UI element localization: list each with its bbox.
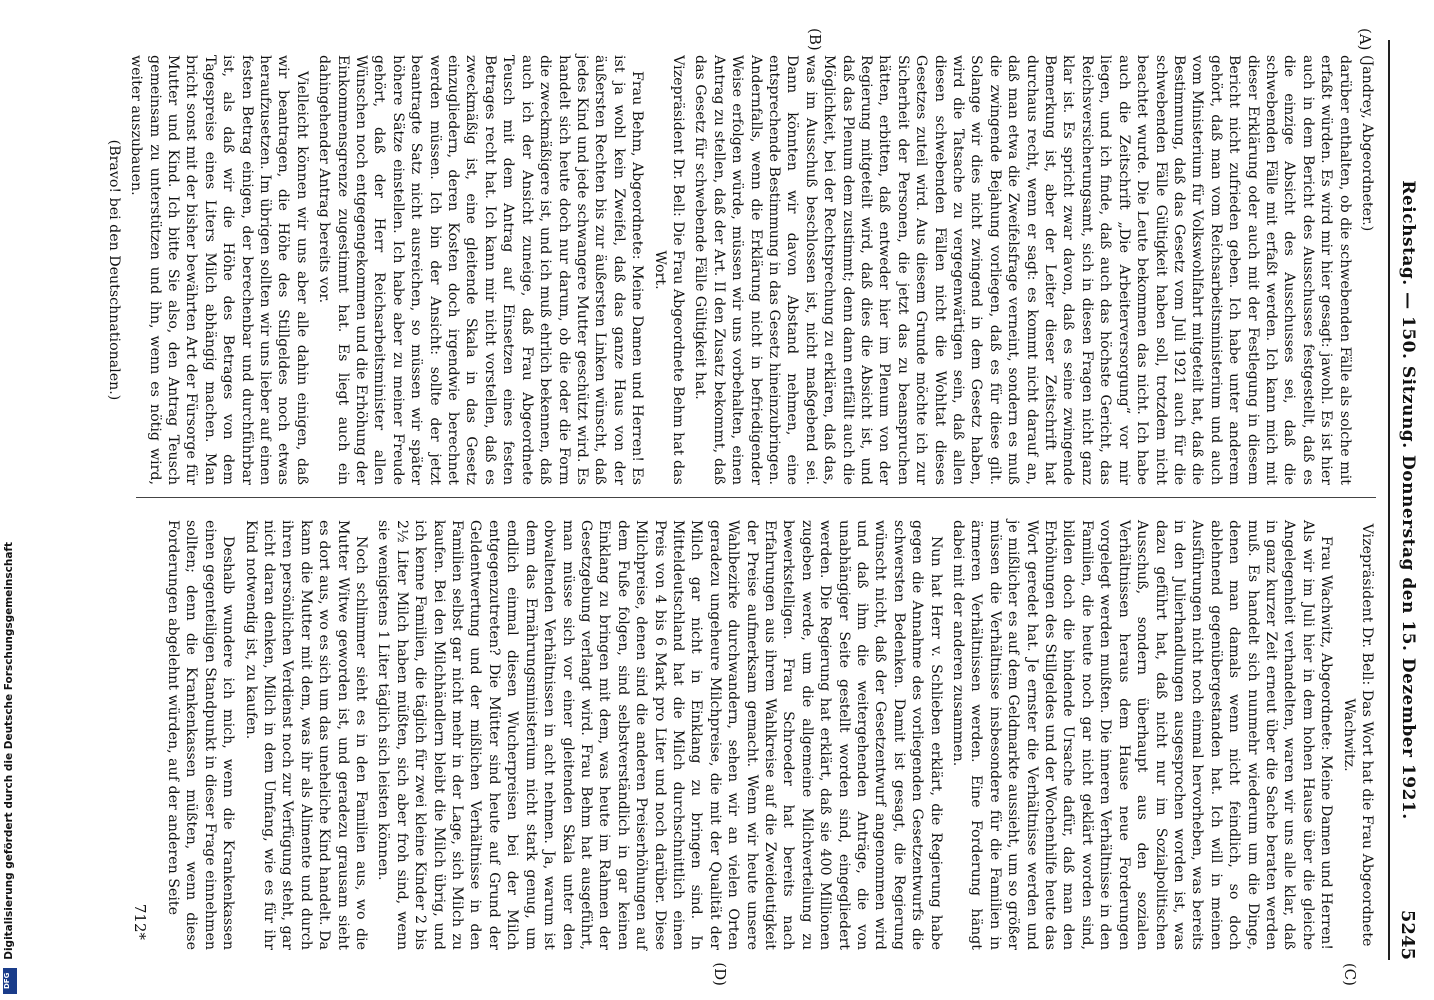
speaker-heading: Vizepräsident Dr. Bell: Die Frau Abgeordnete Behm hat das Wort.	[651, 55, 686, 485]
speaker-heading: Vizepräsident Dr. Bell: Das Wort hat die Frau Abgeordnete Wachwitz.	[1340, 523, 1375, 947]
scanner-strip	[0, 0, 20, 1000]
column-divider	[136, 497, 1376, 498]
header-rule	[1388, 40, 1390, 960]
margin-mark-d: (D)	[711, 962, 729, 986]
margin-mark-a: (A)	[1356, 28, 1374, 51]
interjection: (Bravo! bei den Deutschnationalen.)	[105, 139, 122, 401]
footer-mark: 712*	[131, 903, 149, 940]
paragraph: darüber enthalten, ob die schwebenden Fälle als solche mit erfaßt würden. Es wird mir hier gesagt: jawohl. Es ist hier auch in dem Bericht des Ausschusses festgestellt, daß es die einzige Absicht des Ausschusses sei, daß die schwebenden Fälle mit erfaßt werden. Ich kann mich mit dieser Erklärung oder auch mit der Festlegung in diesem Bericht nicht zufrieden geben. Ich habe unter anderem gehört, daß man vom Reichsarbeitsministerium und auch vom Ministerium für Volkswohlfahrt mitgeteilt hat, daß die Bestimmung, daß das Gesetz vom Juli 1921 auch für die schwebenden Fälle Gültigkeit haben soll, trotzdem nicht beachtet wurde. Die Leute bekommen das nicht. Ich habe auch die Zeitschrift „Die Arbeiterversorgung“ vor mir liegen, und ich finde, daß auch das höchste Gericht, das Reichsversicherungsamt, sich in diesen Fragen nicht ganz klar ist. Es spricht zwar davon, daß es seine zwingende Bemerkung ist, aber der Leiter dieser Zeitschrift hat durchaus recht, wenn er sagt: es kommt nicht darauf an, daß man etwa die Zweifelsfrage verneint, sondern es muß die zwingende Bejahung vorliegen, daß es für diese gilt. Solange wir dies nicht zwingend in dem Gesetz haben, wird die Tatsache zu vergegenwärtigen sein, daß allen diesen schwebenden Fällen nicht die Wohltat dieses Gesetzes zuteil wird. Aus diesem Grunde möchte ich zur Sicherheit der Personen, die jetzt das zu beanspruchen hätten, erbitten, daß entweder hier im Plenum von der Regierung mitgeteilt wird, daß dies die Absicht ist, und daß das Plenum dem zustimmt; denn dann entfällt auch die Möglichkeit, bei der Rechtsprechung zu erklären, daß das, was im Ausschuß beschlossen ist, nicht maßgebend sei. Dann könnten wir davon Abstand nehmen, eine entsprechende Bestimmung in das Gesetz hineinzubringen. Andernfalls, wenn die Erklärung nicht in befriedigender Weise erfolgen würde, müssen wir uns vorbehalten, einen Antrag zu stellen, daß der Art. II den Zusatz bekommt, daß das Gesetz für schwebende Fälle Gültigkeit hat.	[692, 55, 1353, 485]
rotated-document-page	[54, 0, 1434, 1000]
paragraph: Noch schlimmer sieht es in den Familien aus, wo die Mutter Witwe geworden ist, und geradezu grausam sieht es dort aus, wo es sich um das uneheliche Kind handelt. Da kann die Mutter mit dem, was ihr als Alimente und durch ihren persönlichen Verdienst noch zur Verfügung steht, gar nicht daran denken, Milch in dem Umfang, wie es für ihr Kind notwendig ist, zu kaufen.	[242, 520, 370, 950]
right-column	[165, 520, 1376, 950]
dfg-logo: DFG	[3, 968, 17, 994]
left-column	[105, 55, 1376, 485]
paragraph: Nun hat Herr v. Schlieben erklärt, die Regierung habe gegen die Annahme des vorliegenden Gesetzentwurfs die schwersten Bedenken. Damit ist gesagt, die Regierung wünscht nicht, daß der Gesetzentwurf angenommen wird und daß ihm die weitergehenden Anträge, die von unabhängiger Seite gestellt worden sind, eingegliedert werden. Die Regierung hat erklärt, daß sie 400 Millionen zugeben werde, um die allgemeine Milchverteilung zu bewerkstelligen. Frau Schroeder hat bereits nach Erfahrungen aus ihrem Wahlkreise auf die Zweideutigkeit der Preise aufmerksam gemacht. Wenn wir heute unsere Wahlbezirke durchwandern, sehen wir an vielen Orten geradezu ungeheure Milchpreise, die mit der Qualität der Milch gar nicht in Einklang zu bringen sind. In Mitteldeutschland hat die Milch durchschnittlich einen Preis von 4 bis 6 Mark pro Liter und noch darüber. Diese Milchpreise, denen sind die anderen Preiserhöhungen auf dem Fuße folgen, sind selbstverständlich in gar keinen Einklang zu bringen mit dem, was heute im Rahmen der Gesetzgebung verlangt wird. Frau Behm hat ausgeführt, man müsse sich vor einer gleitenden Skala unter den obwaltenden Verhältnissen in acht nehmen. Ja, warum ist denn das Ernährungsministerium nicht stark genug, um endlich einmal diesen Wucherpreisen bei der Milch entgegenzutreten? Die Mütter sind heute auf Grund der Geldentwertung und der mißlichen Verhältnisse in den Familien selbst gar nicht mehr in der Lage, sich Milch zu kaufen. Bei den Milchhändlern bleibt die Milch übrig, und ich kenne Familien, die täglich für zwei kleine Kinder 2 bis 2½ Liter Milch haben müßten, sich aber froh sind, wenn sie wenigstens 1 Liter täglich sich leisten können.	[375, 520, 944, 950]
paragraph: Vielleicht können wir uns aber alle dahin einigen, daß wir beantragen, die Höhe des Stillgeldes noch etwas heraufzusetzen. Im übrigen sollten wir uns lieber auf einen festen Betrag einigen, der berechenbar und durchführbar ist, als daß wir die Höhe des Betrages von dem Tagespreise eines Liters Milch abhängig machen. Man bricht sonst mit der bisher bewährten Art der Fürsorge für Mutter und Kind. Ich bitte Sie also, den Antrag Teusch gemeinsam zu unterstützen und ihn, wenn es nötig wird, weiter auszubauen.	[128, 55, 310, 485]
paragraph: (Jandrey, Abgeordneter.)	[1359, 55, 1375, 232]
page-number: 5245	[1397, 909, 1418, 960]
running-head: Reichstag. — 150. Sitzung. Donnerstag den 15. Dezember 1921.	[1398, 180, 1418, 820]
scanner-credit: Digitalisierung gefördert durch die Deutsche Forschungsgemeinschaft	[3, 542, 15, 960]
paragraph: Frau Wachwitz, Abgeordnete: Meine Damen und Herren! Als wir im Juli hier in dem hohen Hause über die gleiche Angelegenheit verhandelten, waren wir uns alle klar, daß in ganz kurzer Zeit erneut über die Sache beraten werden muß. Es handelt sich nunmehr wiederum um die Dinge, denen man damals wenn nicht feindlich, so doch ablehnend gegenübergestanden hat. Ich will in meinen Ausführungen nicht noch einmal hervorheben, was bereits in den Julierhandlungen ausgesprochen worden ist, was dazu geführt hat, daß nicht nur im Sozialpolitischen Ausschuß, sondern überhaupt aus den sozialen Verhältnissen heraus dem Hause neue Forderungen vorgelegt werden mußten. Die inneren Verhältnisse in den Familien, die heute noch gar nicht geklärt worden sind, bilden doch die bindende Ursache dafür, daß man den Erhöhungen des Stillgeldes und der Wochenhilfe heute das Wort geredet hat. Je ernster die Verhältnisse werden und je mißlicher es auf dem Geldmarkte aussieht, um so größer müssen die Verhältnisse insbesondere für die Familien in ärmeren Verhältnissen werden. Eine Forderung hängt dabei mit der anderen zusammen.	[950, 520, 1335, 950]
margin-mark-b: (B)	[806, 28, 824, 51]
margin-mark-c: (C)	[1341, 962, 1359, 986]
page-header	[1390, 40, 1420, 960]
paragraph: Frau Behm, Abgeordnete: Meine Damen und Herren! Es ist ja wohl kein Zweifel, daß das ganze Haus von der äußersten Rechten bis zur äußersten Linken wünscht, daß jedes Kind und jede schwangere Mutter geschützt wird. Es handelt sich heute doch nur darum, ob die oder die Form die zweckmäßigere ist, und ich muß ehrlich bekennen, daß auch ich der Ansicht zuneige, daß Frau Abgeordnete Teusch mit dem Antrag auf Einsetzen eines festen Betrages recht hat. Ich kann mir nicht vorstellen, daß es zweckmäßig ist, eine gleitende Skala in das Gesetz einzugliedern, deren Kosten doch irgendwie berechnet werden müssen. Ich bin der Ansicht: sollte der jetzt beantragte Satz nicht ausreichen, so müssen wir später höhere Sätze einstellen. Ich habe aber zu meiner Freude gehört, daß der Herr Reichsarbeitsminister allen Wünschen noch entgegengekommen und die Erhöhung der Einkommensgrenze zugestimmt hat. Es liegt auch ein dahingehender Antrag bereits vor.	[316, 55, 646, 485]
paragraph: Deshalb wundere ich mich, wenn die Krankenkassen einen gegenteiligen Standpunkt in dieser Frage einnehmen sollten; denn die Krankenkassen müßten, wenn diese Forderungen abgelehnt würden, auf der anderen Seite	[165, 520, 237, 950]
